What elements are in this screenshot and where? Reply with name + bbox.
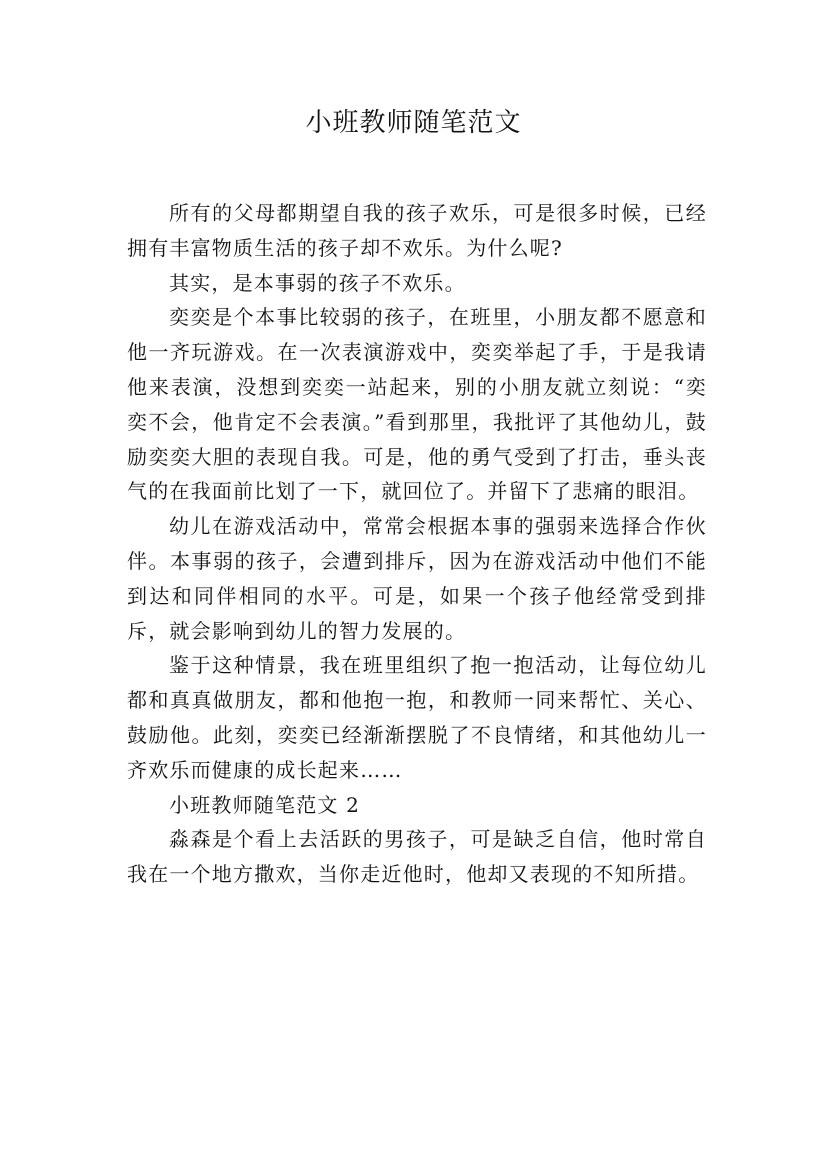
- paragraph: 鉴于这种情景，我在班里组织了抱一抱活动，让每位幼儿都和真真做朋友，都和他抱一抱，和教师一同来帮忙、关心、鼓励他。此刻，奕奕已经渐渐摆脱了不良情绪，和其他幼儿一齐欢乐而健康的成长起来……: [127, 653, 707, 782]
- document-body: [127, 196, 707, 892]
- paragraph: 其实，是本事弱的孩子不欢乐。: [169, 270, 466, 295]
- paragraph: 奕奕是个本事比较弱的孩子，在班里，小朋友都不愿意和他一齐玩游戏。在一次表演游戏中，奕奕举起了手，于是我请他来表演，没想到奕奕一站起来，别的小朋友就立刻说：“奕奕不会，他肯定不会表演。”看到那里，我批评了其他幼儿，鼓励奕奕大胆的表现自我。可是，他的勇气受到了打击，垂头丧气的在我面前比划了一下，就回位了。并留下了悲痛的眼泪。: [127, 305, 707, 504]
- paragraph: 淼森是个看上去活跃的男孩子，可是缺乏自信，他时常自我在一个地方撒欢，当你走近他时，他却又表现的不知所措。: [127, 827, 707, 887]
- paragraph: 幼儿在游戏活动中，常常会根据本事的强弱来选择合作伙伴。本事弱的孩子，会遭到排斥，因为在游戏活动中他们不能到达和同伴相同的水平。可是，如果一个孩子他经常受到排斥，就会影响到幼儿的智力发展的。: [127, 514, 707, 643]
- document-title: 小班教师随笔范文: [305, 108, 522, 138]
- section-heading: 小班教师随笔范文 2: [169, 792, 361, 817]
- paragraph: 所有的父母都期望自我的孩子欢乐，可是很多时候，已经拥有丰富物质生活的孩子却不欢乐。为什么呢?: [127, 201, 707, 260]
